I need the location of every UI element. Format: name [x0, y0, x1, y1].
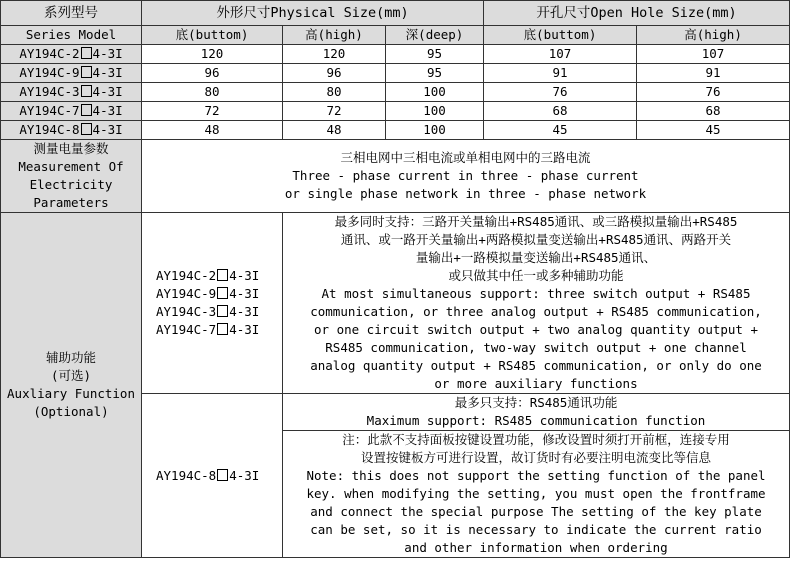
table-row [1, 45, 790, 64]
open-hole-size-header: 开孔尺寸Open Hole Size(mm) [484, 1, 790, 26]
hole-bottom-cell: 76 [484, 83, 637, 102]
measurement-label: 测量电量参数 Measurement Of Electricity Parameters [1, 140, 142, 213]
high-cell: 96 [283, 64, 386, 83]
bottom-cell: 120 [142, 45, 283, 64]
model-cell: AY194C-3 4-3I [1, 83, 142, 102]
col-hole-bottom: 底(buttom) [484, 26, 637, 45]
bottom-cell: 72 [142, 102, 283, 121]
model-cell: AY194C-7 4-3I [1, 102, 142, 121]
bottom-cell: 80 [142, 83, 283, 102]
deep-cell: 95 [386, 45, 484, 64]
header-row-1 [1, 1, 790, 26]
bottom-cell: 48 [142, 121, 283, 140]
box-placeholder [81, 47, 92, 59]
hole-high-cell: 76 [637, 83, 790, 102]
deep-cell: 100 [386, 83, 484, 102]
model-cell: AY194C-9 4-3I [1, 64, 142, 83]
hole-high-cell: 107 [637, 45, 790, 64]
high-cell: 120 [283, 45, 386, 64]
col-high: 高(high) [283, 26, 386, 45]
high-cell: 72 [283, 102, 386, 121]
box-placeholder [81, 104, 92, 116]
table-row [1, 64, 790, 83]
aux-label: 辅助功能 (可选) Auxliary Function (Optional) [1, 213, 142, 558]
aux-group2-max: 最多只支持：RS485通讯功能 Maximum support: RS485 communication function [283, 394, 790, 431]
series-model-cn: 系列型号 [1, 1, 142, 26]
measurement-row [1, 140, 790, 213]
hole-high-cell: 68 [637, 102, 790, 121]
high-cell: 80 [283, 83, 386, 102]
bottom-cell: 96 [142, 64, 283, 83]
col-bottom: 底(buttom) [142, 26, 283, 45]
header-row-2 [1, 26, 790, 45]
box-placeholder [81, 66, 92, 78]
measurement-text: 三相电网中三相电流或单相电网中的三路电流 Three - phase current in three - phase current or single phase network in three - phase network [142, 140, 790, 213]
col-deep: 深(deep) [386, 26, 484, 45]
hole-bottom-cell: 107 [484, 45, 637, 64]
col-hole-high: 高(high) [637, 26, 790, 45]
box-placeholder [81, 123, 92, 135]
hole-high-cell: 45 [637, 121, 790, 140]
high-cell: 48 [283, 121, 386, 140]
hole-bottom-cell: 68 [484, 102, 637, 121]
hole-bottom-cell: 45 [484, 121, 637, 140]
deep-cell: 95 [386, 64, 484, 83]
table-row [1, 121, 790, 140]
aux-group1-models: AY194C-2 4-3I AY194C-9 4-3I AY194C-3 4-3I AY194C-7 4-3I [142, 213, 283, 394]
aux-row-1 [1, 213, 790, 394]
model-cell: AY194C-8 4-3I [1, 121, 142, 140]
hole-bottom-cell: 91 [484, 64, 637, 83]
deep-cell: 100 [386, 121, 484, 140]
series-model-en: Series Model [1, 26, 142, 45]
box-placeholder [81, 85, 92, 97]
aux-group2-model: AY194C-8 4-3I [142, 394, 283, 558]
table-row [1, 83, 790, 102]
table-row [1, 102, 790, 121]
aux-group2-note: 注：此款不支持面板按键设置功能，修改设置时须打开前框，连接专用 设置按键板方可进行设置，故订货时有必要注明电流变比等信息 Note: this does not support the setting function of the panel key. when modifying the setting, you must open the frontframe and connect the special purpose The setting of the key plate can be set, so it is necessary to indicate the current ratio and other information when ordering [283, 431, 790, 558]
physical-size-header: 外形尺寸Physical Size(mm) [142, 1, 484, 26]
hole-high-cell: 91 [637, 64, 790, 83]
model-cell: AY194C-2 4-3I [1, 45, 142, 64]
aux-group1-text: 最多同时支持：三路开关量输出+RS485通讯、或三路模拟量输出+RS485 通讯、或一路开关量输出+两路模拟量变送输出+RS485通讯、两路开关 量输出+一路模拟量变送输出+RS485通讯、 或只做其中任一或多种辅助功能 At most simultaneous support: three switch output + RS485 communication, or three analog output + RS485 communication, or one circuit switch output + two analog quantity output + RS485 communication, two-way switch output + one channel analog quantity output + RS485 communication, or only do one or more auxiliary functions [283, 213, 790, 394]
deep-cell: 100 [386, 102, 484, 121]
